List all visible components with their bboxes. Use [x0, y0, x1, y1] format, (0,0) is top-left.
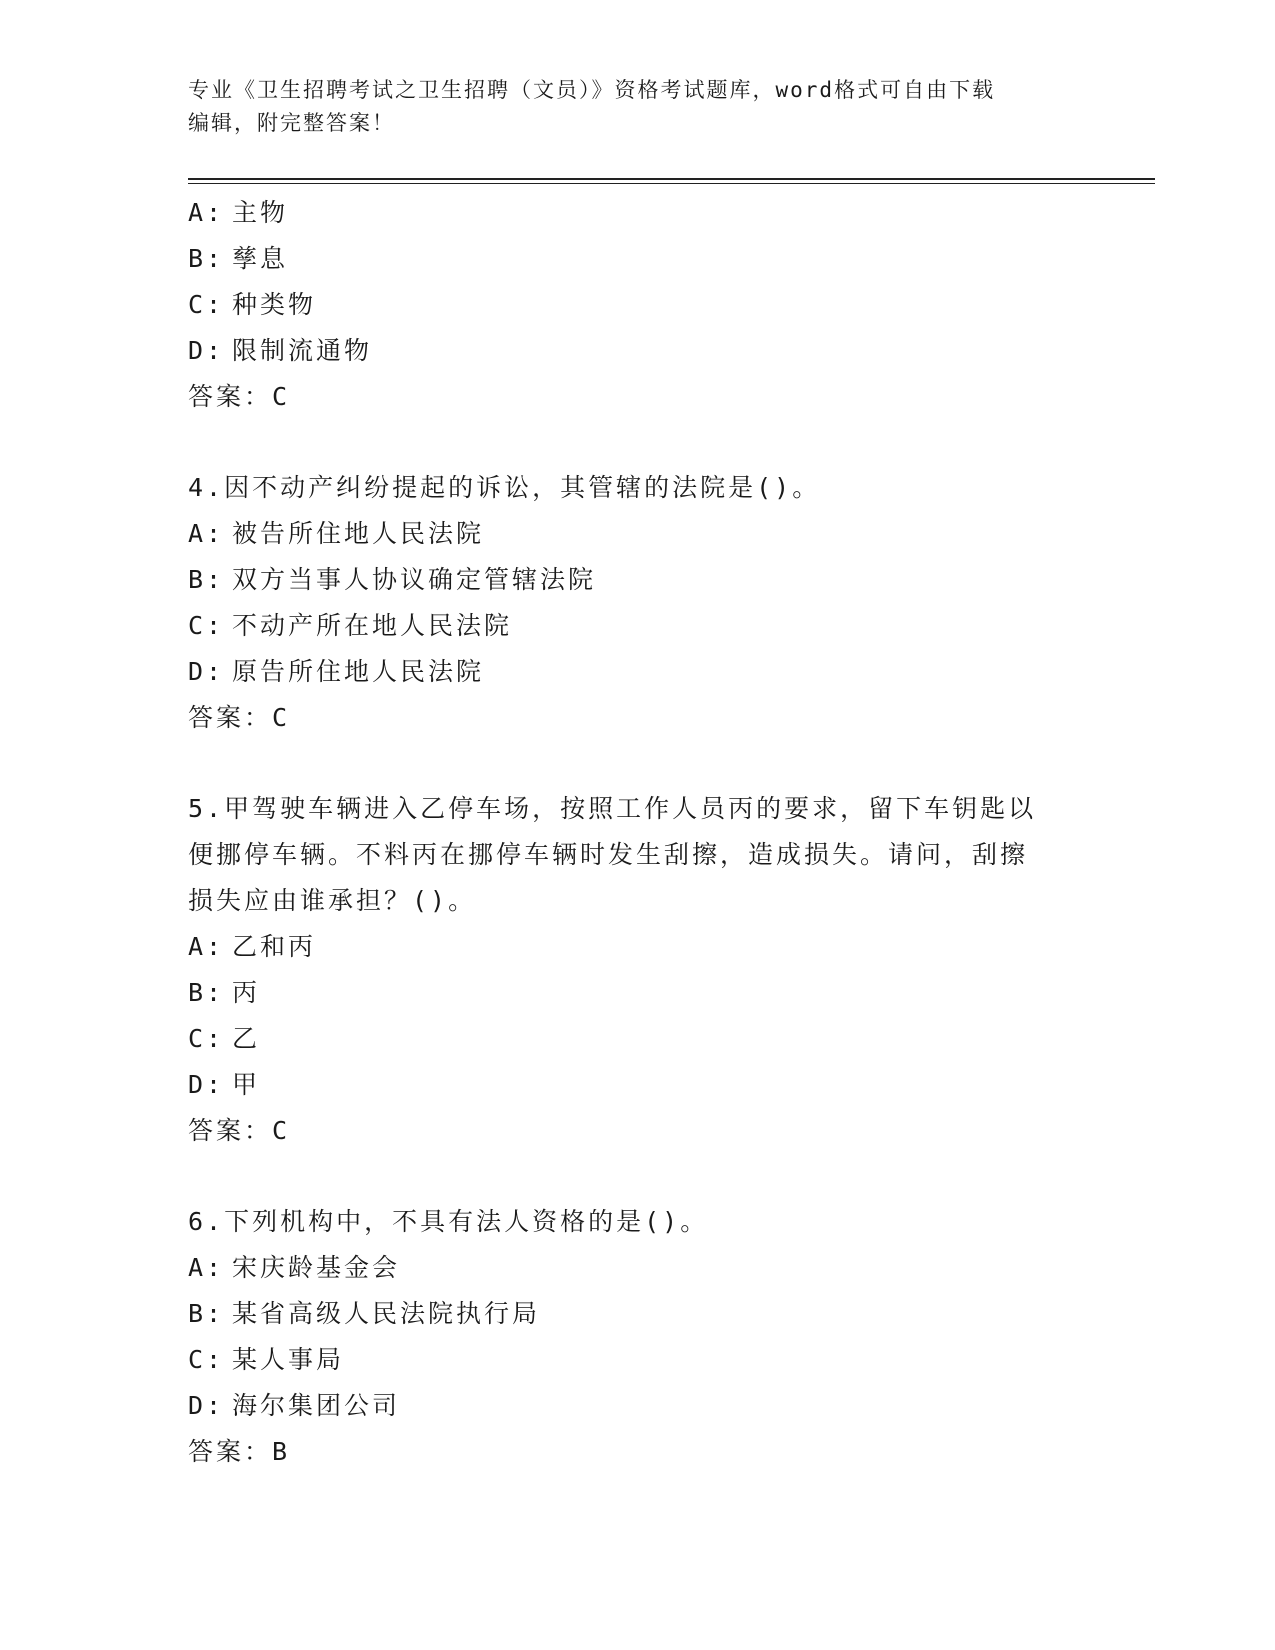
option-letter: C:	[188, 1345, 225, 1374]
option-letter: C:	[188, 1024, 225, 1053]
question-stem: 5.甲驾驶车辆进入乙停车场，按照工作人员丙的要求，留下车钥匙以	[188, 794, 1037, 823]
option-letter: B:	[188, 565, 225, 594]
option-letter: B:	[188, 978, 225, 1007]
option-letter: A:	[188, 519, 225, 548]
question-4	[188, 465, 1088, 741]
header-line-1: 专业《卫生招聘考试之卫生招聘（文员）》资格考试题库，word格式可自由下载	[188, 78, 996, 102]
option-b	[188, 970, 1088, 1016]
document-header	[188, 74, 1088, 140]
option-letter: C:	[188, 611, 225, 640]
option-a	[188, 511, 1088, 557]
answer-line: 答案：C	[188, 382, 291, 411]
option-text: 不动产所在地人民法院	[232, 611, 513, 640]
option-text: 被告所住地人民法院	[232, 519, 485, 548]
option-letter: A:	[188, 932, 225, 961]
option-letter: C:	[188, 290, 225, 319]
option-letter: A:	[188, 198, 225, 227]
option-letter: B:	[188, 1299, 225, 1328]
answer-line: 答案：B	[188, 1437, 291, 1466]
option-letter: A:	[188, 1253, 225, 1282]
question-list	[188, 190, 1088, 1475]
header-divider-thick	[188, 178, 1155, 180]
option-c	[188, 1337, 1088, 1383]
question-gap	[188, 420, 1088, 465]
question-stem: 4.因不动产纠纷提起的诉讼，其管辖的法院是()。	[188, 473, 821, 502]
option-letter: D:	[188, 1391, 225, 1420]
option-letter: B:	[188, 244, 225, 273]
answer-line: 答案：C	[188, 1116, 291, 1145]
question-5	[188, 786, 1088, 1154]
option-text: 乙和丙	[232, 932, 317, 961]
option-text: 双方当事人协议确定管辖法院	[232, 565, 597, 594]
question-gap	[188, 741, 1088, 786]
option-text: 丙	[232, 978, 261, 1007]
option-text: 乙	[232, 1024, 261, 1053]
option-b	[188, 557, 1088, 603]
option-text: 孳息	[232, 244, 289, 273]
option-c	[188, 282, 1088, 328]
option-d	[188, 1383, 1088, 1429]
option-text: 原告所住地人民法院	[232, 657, 485, 686]
question-3	[188, 190, 1088, 420]
question-stem: 损失应由谁承担？()。	[188, 886, 477, 915]
question-gap	[188, 1154, 1088, 1199]
option-text: 某省高级人民法院执行局	[232, 1299, 541, 1328]
option-a	[188, 190, 1088, 236]
header-divider-thin	[188, 183, 1155, 184]
question-stem: 便挪停车辆。不料丙在挪停车辆时发生刮擦，造成损失。请问，刮擦	[188, 840, 1029, 869]
option-d	[188, 649, 1088, 695]
question-6	[188, 1199, 1088, 1475]
option-text: 甲	[232, 1070, 261, 1099]
option-c	[188, 603, 1088, 649]
option-text: 宋庆龄基金会	[232, 1253, 401, 1282]
option-text: 主物	[232, 198, 289, 227]
option-letter: D:	[188, 336, 225, 365]
option-b	[188, 1291, 1088, 1337]
option-a	[188, 1245, 1088, 1291]
header-line-2: 编辑，附完整答案！	[188, 111, 395, 135]
option-letter: D:	[188, 1070, 225, 1099]
option-text: 海尔集团公司	[232, 1391, 401, 1420]
option-text: 限制流通物	[232, 336, 373, 365]
option-a	[188, 924, 1088, 970]
option-letter: D:	[188, 657, 225, 686]
answer-line: 答案：C	[188, 703, 291, 732]
option-d	[188, 328, 1088, 374]
option-b	[188, 236, 1088, 282]
question-stem: 6.下列机构中，不具有法人资格的是()。	[188, 1207, 709, 1236]
option-c	[188, 1016, 1088, 1062]
option-text: 种类物	[232, 290, 317, 319]
option-d	[188, 1062, 1088, 1108]
option-text: 某人事局	[232, 1345, 345, 1374]
